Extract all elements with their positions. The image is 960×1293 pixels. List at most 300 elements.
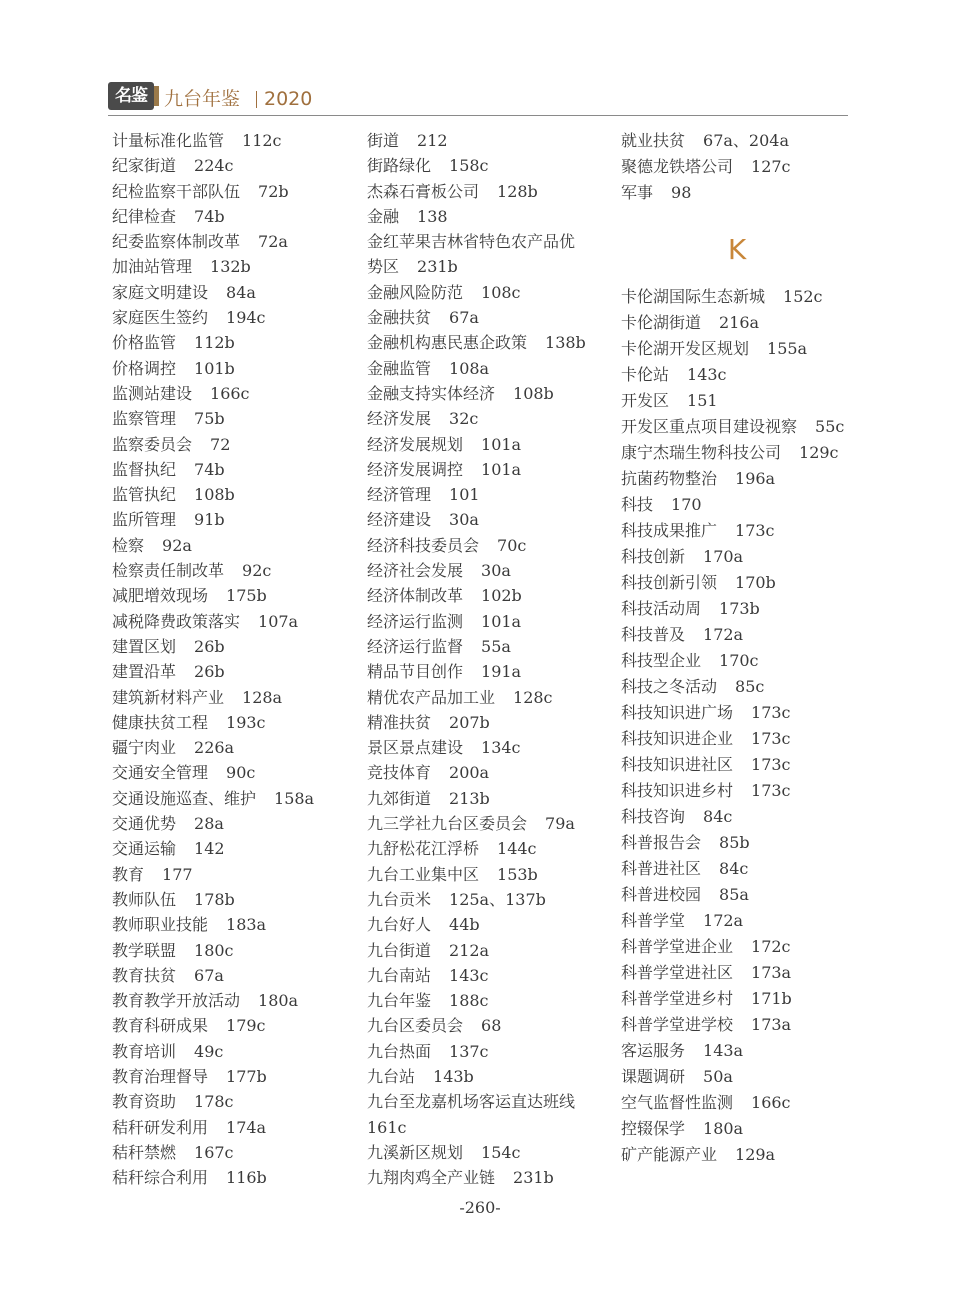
index-term: 纪委监察体制改革 — [112, 232, 241, 252]
index-page-ref: 84a — [226, 282, 256, 302]
index-term: 景区景点建设 — [367, 738, 464, 758]
index-page-ref: 125a、137b — [449, 889, 546, 909]
index-page-ref: 180c — [194, 940, 234, 960]
index-entry — [367, 836, 607, 861]
index-term: 科技知识进社区 — [621, 755, 734, 774]
index-term: 监测站建设 — [112, 383, 193, 403]
index-term: 九台南站 — [367, 965, 432, 985]
index-page-ref: 175b — [226, 586, 267, 606]
index-term: 九舒松花江浮桥 — [367, 839, 480, 859]
index-term: 九三学社九台区委员会 — [367, 814, 528, 834]
index-page-ref: 183a — [226, 915, 267, 935]
index-page-ref: 84c — [703, 807, 733, 826]
index-page-ref: 67a — [194, 965, 224, 985]
index-term: 经济建设 — [367, 510, 432, 530]
index-term: 教育 — [112, 864, 145, 884]
index-page-ref: 132b — [210, 257, 251, 277]
index-term: 监督执纪 — [112, 459, 177, 479]
index-page-ref: 84c — [719, 859, 749, 878]
index-page-ref: 67a、204a — [703, 131, 789, 150]
index-term: 街路绿化 — [367, 156, 432, 176]
index-page-ref: 85a — [719, 885, 749, 904]
index-term: 经济运行监督 — [367, 636, 464, 656]
index-term: 健康扶贫工程 — [112, 712, 209, 732]
index-term: 九台好人 — [367, 915, 432, 935]
index-term: 建置区划 — [112, 636, 177, 656]
index-page-ref: 173c — [751, 755, 791, 774]
index-entry — [621, 414, 856, 440]
index-term: 教师队伍 — [112, 889, 177, 909]
index-term: 精品节目创作 — [367, 662, 464, 682]
index-term: 经济体制改革 — [367, 586, 464, 606]
index-page-ref: 72a — [258, 232, 288, 252]
index-term: 科普学堂进企业 — [621, 937, 734, 956]
index-term: 科技知识进企业 — [621, 729, 734, 748]
index-page-ref: 153b — [497, 864, 538, 884]
index-term: 检察 — [112, 535, 145, 555]
index-entry — [112, 1064, 357, 1089]
index-entry — [367, 1140, 607, 1165]
index-entry — [112, 356, 357, 381]
index-page-ref: 49c — [194, 1041, 224, 1061]
index-page-ref: 112c — [242, 131, 282, 150]
index-entry — [367, 786, 607, 811]
index-entry — [367, 229, 607, 254]
index-page-ref: 226a — [194, 738, 235, 758]
index-term: 军事 — [621, 183, 654, 202]
index-page-ref: 107a — [258, 611, 299, 631]
index-entry — [112, 305, 357, 330]
index-entry — [621, 700, 856, 726]
index-term: 科普报告会 — [621, 833, 702, 852]
index-entry — [367, 938, 607, 963]
index-term: 卡伦湖国际生态新城 — [621, 287, 766, 306]
index-page-ref: 28a — [194, 814, 224, 834]
index-page-ref: 180a — [258, 991, 299, 1011]
index-page-ref: 55c — [815, 417, 845, 436]
index-entry — [112, 1013, 357, 1038]
index-term: 科普进社区 — [621, 859, 702, 878]
index-entry — [112, 836, 357, 861]
index-term: 开发区 — [621, 391, 670, 410]
index-term: 监察委员会 — [112, 434, 193, 454]
index-page-ref: 129c — [799, 443, 839, 462]
index-entry — [621, 1142, 856, 1168]
index-entry — [621, 388, 856, 414]
section-letter-k: K — [727, 233, 747, 266]
index-entry — [112, 558, 357, 583]
index-page-ref: 212a — [449, 940, 490, 960]
index-page-ref: 129a — [735, 1145, 776, 1164]
index-page-ref: 108c — [481, 282, 521, 302]
index-column-2 — [367, 128, 607, 1190]
index-entry — [367, 179, 607, 204]
index-term: 九台贡米 — [367, 889, 432, 909]
index-page-ref: 74b — [194, 206, 225, 226]
index-page-ref: 178c — [194, 1092, 234, 1112]
index-term: 监所管理 — [112, 510, 177, 530]
index-entry — [112, 786, 357, 811]
index-entry — [112, 153, 357, 178]
index-term: 开发区重点项目建设视察 — [621, 417, 798, 436]
index-entry — [621, 362, 856, 388]
index-term: 聚德龙铁塔公司 — [621, 157, 734, 176]
index-entry — [621, 960, 856, 986]
index-entry — [621, 908, 856, 934]
index-entry — [112, 862, 357, 887]
index-entry — [621, 154, 856, 180]
index-page-ref: 101a — [481, 434, 522, 454]
index-term: 秸秆综合利用 — [112, 1168, 209, 1188]
index-entry — [621, 492, 856, 518]
index-page-ref: 191a — [481, 662, 522, 682]
index-entry — [621, 882, 856, 908]
index-term: 空气监督性监测 — [621, 1093, 734, 1112]
index-term: 九台站 — [367, 1066, 416, 1086]
index-entry — [367, 862, 607, 887]
index-term: 九台街道 — [367, 940, 432, 960]
index-term: 秸秆研发利用 — [112, 1117, 209, 1137]
index-entry — [112, 229, 357, 254]
index-entry — [621, 128, 856, 154]
index-page-ref: 166c — [210, 383, 250, 403]
index-page-ref: 92a — [162, 535, 192, 555]
index-entry — [367, 583, 607, 608]
index-page-ref: 30a — [481, 561, 511, 581]
index-term: 秸秆禁燃 — [112, 1142, 177, 1162]
index-term: 教育教学开放活动 — [112, 991, 241, 1011]
index-entry — [621, 726, 856, 752]
index-page-ref: 172c — [751, 937, 791, 956]
index-term: 价格调控 — [112, 358, 177, 378]
index-page-ref: 173b — [719, 599, 760, 618]
index-term: 经济管理 — [367, 485, 432, 505]
index-term: 经济运行监测 — [367, 611, 464, 631]
index-entry — [367, 330, 607, 355]
index-term: 精准扶贫 — [367, 712, 432, 732]
index-entry — [112, 507, 357, 532]
index-entry — [112, 735, 357, 760]
index-page-ref: 173c — [751, 781, 791, 800]
index-term: 纪律检查 — [112, 206, 177, 226]
index-term: 科技创新 — [621, 547, 686, 566]
index-term: 教育资助 — [112, 1092, 177, 1112]
index-term: 科技活动周 — [621, 599, 702, 618]
index-term: 纪检监察干部队伍 — [112, 181, 241, 201]
index-page-ref: 207b — [449, 712, 490, 732]
index-page-ref: 85c — [735, 677, 765, 696]
index-page-ref: 50a — [703, 1067, 733, 1086]
index-term: 科技创新引领 — [621, 573, 718, 592]
index-term: 161c — [367, 1117, 407, 1137]
index-term: 科普学堂 — [621, 911, 686, 930]
index-column-3 — [621, 128, 856, 1168]
index-entry — [367, 305, 607, 330]
index-page-ref: 108b — [194, 485, 235, 505]
index-column-1 — [112, 128, 357, 1190]
index-page-ref: 144c — [497, 839, 537, 859]
index-entry — [367, 760, 607, 785]
index-entry — [112, 128, 357, 153]
index-term: 科技知识进乡村 — [621, 781, 734, 800]
index-term: 竞技体育 — [367, 763, 432, 783]
index-term: 九翔肉鸡全产业链 — [367, 1168, 496, 1188]
index-entry — [112, 330, 357, 355]
index-entry — [621, 778, 856, 804]
index-term: 交通运输 — [112, 839, 177, 859]
index-page-ref: 170c — [719, 651, 759, 670]
index-page-ref: 128a — [242, 687, 283, 707]
index-page-ref: 138b — [545, 333, 586, 353]
index-term: 金融风险防范 — [367, 282, 464, 302]
index-entry — [112, 887, 357, 912]
index-entry — [367, 685, 607, 710]
index-page-ref: 179c — [226, 1016, 266, 1036]
index-entry — [367, 1089, 607, 1114]
index-term: 教学联盟 — [112, 940, 177, 960]
index-entry — [112, 432, 357, 457]
index-term: 控辍保学 — [621, 1119, 686, 1138]
index-page-ref: 212 — [417, 131, 448, 150]
index-page-ref: 142 — [194, 839, 225, 859]
index-entry — [112, 280, 357, 305]
index-term: 客运服务 — [621, 1041, 686, 1060]
index-entry — [112, 406, 357, 431]
index-page-ref: 166c — [751, 1093, 791, 1112]
index-entry — [621, 310, 856, 336]
index-entry — [367, 128, 607, 153]
index-entry — [367, 432, 607, 457]
index-entry — [621, 518, 856, 544]
index-entry — [112, 609, 357, 634]
index-entry — [367, 1013, 607, 1038]
index-entry — [367, 963, 607, 988]
index-entry — [112, 1115, 357, 1140]
index-entry — [367, 811, 607, 836]
index-term: 经济发展 — [367, 409, 432, 429]
index-term: 减肥增效现场 — [112, 586, 209, 606]
index-entry — [367, 988, 607, 1013]
index-entry — [621, 570, 856, 596]
index-entry — [112, 482, 357, 507]
index-entry — [112, 912, 357, 937]
index-term: 九台工业集中区 — [367, 864, 480, 884]
index-entry — [112, 659, 357, 684]
index-page-ref: 171b — [751, 989, 792, 1008]
index-term: 纪家街道 — [112, 156, 177, 176]
index-entry — [112, 381, 357, 406]
index-entry — [367, 457, 607, 482]
index-term: 卡伦站 — [621, 365, 670, 384]
index-page-ref: 200a — [449, 763, 490, 783]
index-term: 科技知识进广场 — [621, 703, 734, 722]
index-page-ref: 213b — [449, 788, 490, 808]
index-term: 检察责任制改革 — [112, 561, 225, 581]
index-term: 科技普及 — [621, 625, 686, 644]
index-term: 矿产能源产业 — [621, 1145, 718, 1164]
yearbook-logo: 名鉴 — [108, 82, 154, 110]
index-page-ref: 55a — [481, 636, 511, 656]
index-page-ref: 75b — [194, 409, 225, 429]
index-term: 金融 — [367, 206, 400, 226]
index-entry — [621, 466, 856, 492]
index-page-ref: 158c — [449, 156, 489, 176]
index-entry — [367, 204, 607, 229]
index-entry — [367, 735, 607, 760]
index-term: 金融机构惠民惠企政策 — [367, 333, 528, 353]
running-header — [108, 80, 848, 114]
index-page-ref: 173a — [751, 963, 792, 982]
index-term: 教师职业技能 — [112, 915, 209, 935]
index-entry — [112, 811, 357, 836]
index-entry — [367, 710, 607, 735]
index-entry — [112, 457, 357, 482]
index-term: 教育培训 — [112, 1041, 177, 1061]
index-entry — [112, 1039, 357, 1064]
index-page-ref: 154c — [481, 1142, 521, 1162]
index-page-ref: 216a — [719, 313, 760, 332]
index-entry — [621, 1116, 856, 1142]
index-term: 九溪新区规划 — [367, 1142, 464, 1162]
index-entry — [112, 710, 357, 735]
index-entry — [621, 440, 856, 466]
index-entry — [367, 912, 607, 937]
index-page-ref: 173a — [751, 1015, 792, 1034]
index-page-ref: 85b — [719, 833, 750, 852]
index-term: 监察管理 — [112, 409, 177, 429]
index-entry — [367, 1039, 607, 1064]
index-page-ref: 174a — [226, 1117, 267, 1137]
index-page-ref: 72 — [210, 434, 231, 454]
index-page-ref: 170 — [671, 495, 702, 514]
index-page-ref: 177b — [226, 1066, 267, 1086]
index-entry — [367, 1064, 607, 1089]
index-term: 交通优势 — [112, 814, 177, 834]
index-entry — [112, 533, 357, 558]
index-page-ref: 72b — [258, 181, 289, 201]
index-entry — [621, 1038, 856, 1064]
index-page-ref: 26b — [194, 636, 225, 656]
index-term: 科技 — [621, 495, 654, 514]
index-entry — [621, 180, 856, 206]
index-entry — [112, 685, 357, 710]
index-entry — [112, 254, 357, 279]
index-page-ref: 152c — [783, 287, 823, 306]
index-page-ref: 231b — [513, 1168, 554, 1188]
index-page-ref: 167c — [194, 1142, 234, 1162]
index-entry — [621, 596, 856, 622]
index-term: 科技成果推广 — [621, 521, 718, 540]
index-page-ref: 102b — [481, 586, 522, 606]
index-term: 交通设施巡查、维护 — [112, 788, 257, 808]
index-entry — [367, 406, 607, 431]
index-entry — [621, 1090, 856, 1116]
index-page-ref: 79a — [545, 814, 575, 834]
index-term: 经济发展调控 — [367, 459, 464, 479]
index-entry — [367, 381, 607, 406]
header-year: 2020 — [264, 88, 313, 110]
index-page-ref: 91b — [194, 510, 225, 530]
index-entry — [112, 1140, 357, 1165]
index-page-ref: 74b — [194, 459, 225, 479]
index-term: 科普学堂进乡村 — [621, 989, 734, 1008]
index-page-ref: 112b — [194, 333, 235, 353]
index-entry — [621, 622, 856, 648]
index-page-ref: 231b — [417, 257, 458, 277]
index-page-ref: 170b — [735, 573, 776, 592]
index-entry — [112, 583, 357, 608]
index-entry — [112, 963, 357, 988]
index-term: 九台区委员会 — [367, 1016, 464, 1036]
index-term: 疆宁肉业 — [112, 738, 177, 758]
index-entry — [621, 544, 856, 570]
index-term: 监管执纪 — [112, 485, 177, 505]
index-page-ref: 151 — [687, 391, 718, 410]
index-page-ref: 173c — [751, 729, 791, 748]
index-entry — [367, 482, 607, 507]
index-entry — [112, 1165, 357, 1190]
index-term: 街道 — [367, 131, 400, 150]
index-entry — [621, 934, 856, 960]
index-term: 金融扶贫 — [367, 308, 432, 328]
index-entry — [112, 938, 357, 963]
index-entry — [621, 674, 856, 700]
index-page-ref: 172a — [703, 625, 744, 644]
index-term: 金融监管 — [367, 358, 432, 378]
index-entry — [367, 533, 607, 558]
index-term: 加油站管理 — [112, 257, 193, 277]
index-term: 抗菌药物整治 — [621, 469, 718, 488]
index-entry — [112, 1089, 357, 1114]
index-term: 价格监管 — [112, 333, 177, 353]
index-term: 金融支持实体经济 — [367, 383, 496, 403]
index-term: 势区 — [367, 257, 400, 277]
index-page-ref: 173c — [735, 521, 775, 540]
index-entry — [367, 634, 607, 659]
index-term: 教育治理督导 — [112, 1066, 209, 1086]
index-entry — [621, 830, 856, 856]
index-term: 家庭医生签约 — [112, 308, 209, 328]
page-number: -260- — [459, 1198, 501, 1217]
index-term: 课题调研 — [621, 1067, 686, 1086]
index-term: 科技型企业 — [621, 651, 702, 670]
index-entry — [112, 988, 357, 1013]
header-rule — [108, 115, 848, 116]
index-term: 科技之冬活动 — [621, 677, 718, 696]
index-page-ref: 101 — [449, 485, 480, 505]
index-entry — [621, 752, 856, 778]
index-entry — [367, 887, 607, 912]
index-page-ref: 101b — [194, 358, 235, 378]
index-page-ref: 44b — [449, 915, 480, 935]
index-page-ref: 70c — [497, 535, 527, 555]
index-page-ref: 67a — [449, 308, 479, 328]
index-term: 科普学堂进学校 — [621, 1015, 734, 1034]
index-entry — [621, 336, 856, 362]
index-page-ref: 98 — [671, 183, 692, 202]
index-page-ref: 143c — [449, 965, 489, 985]
index-page-ref: 224c — [194, 156, 234, 176]
index-page-ref: 68 — [481, 1016, 502, 1036]
index-entry — [367, 659, 607, 684]
index-term: 建置沿革 — [112, 662, 177, 682]
index-term: 卡伦湖街道 — [621, 313, 702, 332]
index-term: 经济科技委员会 — [367, 535, 480, 555]
index-entry — [367, 356, 607, 381]
index-entry — [112, 204, 357, 229]
index-entry — [112, 179, 357, 204]
index-entry — [621, 856, 856, 882]
